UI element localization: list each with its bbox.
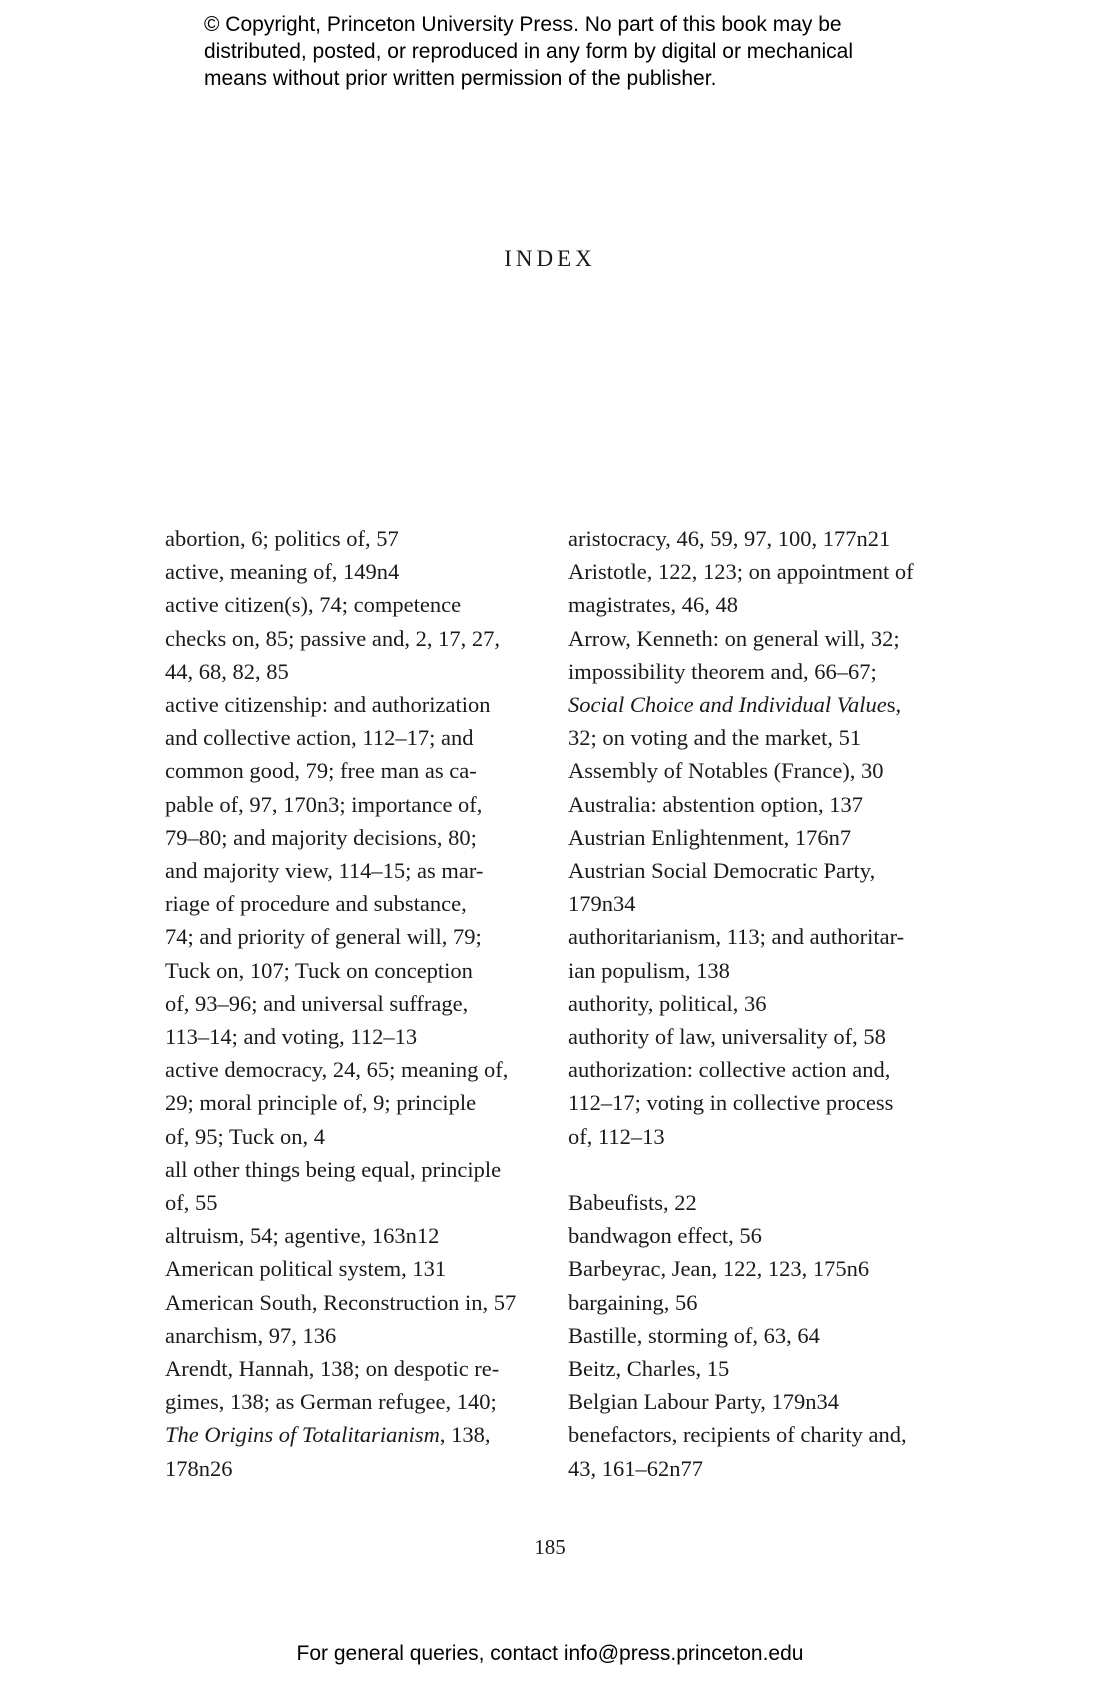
entry-line: active democracy, 24, 65; meaning of, [165, 1057, 509, 1083]
index-entry [568, 622, 948, 755]
index-entry [568, 987, 948, 1020]
entry-line: riage of procedure and substance, [165, 891, 467, 917]
entry-line: aristocracy, 46, 59, 97, 100, 177n21 [568, 526, 891, 551]
index-entry [568, 522, 948, 555]
copyright-notice [204, 11, 964, 92]
index-entry [165, 1153, 540, 1219]
entry-line: Aristotle, 122, 123; on appointment of [568, 559, 914, 585]
index-entry [165, 1286, 540, 1319]
entry-line: altruism, 54; agentive, 163n12 [165, 1223, 440, 1249]
index-entry [568, 1252, 948, 1285]
index-entry [568, 854, 948, 920]
entry-line: impossibility theorem and, 66–67; [568, 658, 877, 684]
entry-line: pable of, 97, 170n3; importance of, [165, 791, 483, 817]
index-entry [165, 522, 540, 555]
entry-line: all other things being equal, principle [165, 1156, 502, 1182]
entry-line: Beitz, Charles, 15 [568, 1356, 730, 1382]
book-title: Social Choice and Individual Value [568, 692, 887, 718]
index-entry [165, 1219, 540, 1252]
entry-line: magistrates, 46, 48 [568, 592, 738, 618]
section-gap [568, 1153, 948, 1186]
entry-line: active citizenship: and authorization [165, 692, 491, 718]
page-title: INDEX [504, 246, 596, 271]
page-number: 185 [534, 1535, 566, 1559]
entry-line: Barbeyrac, Jean, 122, 123, 175n6 [568, 1256, 870, 1282]
index-entry [165, 688, 540, 1053]
entry-line: Australia: abstention option, 137 [568, 791, 863, 817]
copyright-line: distributed, posted, or reproduced in any form by digital or mechanical [204, 40, 854, 63]
entry-line: of, 93–96; and universal suffrage, [165, 990, 469, 1016]
entry-text: s, [886, 692, 902, 718]
index-entry [165, 555, 540, 588]
entry-line [568, 688, 948, 721]
entry-line: 112–17; voting in collective process [568, 1090, 894, 1116]
entry-line: bargaining, 56 [568, 1289, 698, 1315]
index-entry [568, 1319, 948, 1352]
index-entry [165, 1352, 540, 1485]
entry-line: Bastille, storming of, 63, 64 [568, 1322, 820, 1348]
entry-line: Tuck on, 107; Tuck on conception [165, 957, 473, 983]
entry-line: authorization: collective action and, [568, 1057, 891, 1083]
index-entry [165, 588, 540, 688]
entry-line: 178n26 [165, 1455, 233, 1481]
entry-text: , 138, [439, 1422, 491, 1448]
index-entry [568, 754, 948, 787]
entry-line: Arendt, Hannah, 138; on despotic re- [165, 1356, 500, 1382]
entry-line: anarchism, 97, 136 [165, 1322, 337, 1348]
index-entry [568, 920, 948, 986]
index-entry [568, 1352, 948, 1385]
entry-line: American political system, 131 [165, 1256, 447, 1282]
entry-line: authoritarianism, 113; and authoritar- [568, 924, 905, 950]
index-entry [568, 1053, 948, 1153]
entry-line: 113–14; and voting, 112–13 [165, 1024, 418, 1050]
index-entry [568, 1020, 948, 1053]
entry-line: 74; and priority of general will, 79; [165, 924, 482, 950]
entry-line: active citizen(s), 74; competence [165, 592, 462, 618]
entry-line: 43, 161–62n77 [568, 1455, 703, 1481]
index-entry [568, 1286, 948, 1319]
entry-line: gimes, 138; as German refugee, 140; [165, 1389, 497, 1415]
entry-line: Assembly of Notables (France), 30 [568, 758, 884, 784]
entry-line: bandwagon effect, 56 [568, 1223, 762, 1249]
index-entry [568, 1385, 948, 1418]
copyright-line: © Copyright, Princeton University Press. No part of this book may be [204, 13, 842, 36]
entry-line: 29; moral principle of, 9; principle [165, 1090, 477, 1116]
entry-line: Austrian Social Democratic Party, [568, 858, 876, 884]
index-entry [568, 1418, 948, 1484]
entry-line: Belgian Labour Party, 179n34 [568, 1389, 839, 1415]
entry-line: of, 55 [165, 1190, 218, 1216]
entry-line: abortion, 6; politics of, 57 [165, 526, 399, 551]
entry-line: 44, 68, 82, 85 [165, 658, 289, 684]
index-entry [568, 788, 948, 821]
entry-line: of, 112–13 [568, 1123, 665, 1149]
index-entry [165, 1053, 540, 1153]
entry-line: authority of law, universality of, 58 [568, 1024, 886, 1050]
entry-line [165, 1418, 540, 1451]
entry-line: and majority view, 114–15; as mar- [165, 858, 484, 884]
index-entry [165, 1252, 540, 1285]
entry-line: 79–80; and majority decisions, 80; [165, 824, 477, 850]
entry-line: active, meaning of, 149n4 [165, 559, 400, 585]
copyright-line: means without prior written permission of the publisher. [204, 67, 717, 90]
index-entry [568, 555, 948, 621]
index-entry [568, 1186, 948, 1219]
entry-line: benefactors, recipients of charity and, [568, 1422, 907, 1448]
entry-line: of, 95; Tuck on, 4 [165, 1123, 326, 1149]
entry-line: checks on, 85; passive and, 2, 17, 27, [165, 625, 500, 651]
index-entry [568, 1219, 948, 1252]
entry-line: American South, Reconstruction in, 57 [165, 1289, 517, 1315]
index-column-left [165, 522, 540, 1485]
entry-line: common good, 79; free man as ca- [165, 758, 477, 784]
book-title: The Origins of Totalitarianism [165, 1422, 440, 1448]
entry-line: ian populism, 138 [568, 957, 730, 983]
entry-line: 179n34 [568, 891, 636, 917]
index-column-right [568, 522, 948, 1485]
entry-line: Babeufists, 22 [568, 1190, 697, 1216]
index-entry [568, 821, 948, 854]
footer-contact: For general queries, contact info@press.princeton.edu [296, 1642, 804, 1665]
entry-line: authority, political, 36 [568, 990, 767, 1016]
entry-line: and collective action, 112–17; and [165, 725, 474, 751]
entry-line: Austrian Enlightenment, 176n7 [568, 824, 852, 850]
entry-line: Arrow, Kenneth: on general will, 32; [568, 625, 900, 651]
entry-line: 32; on voting and the market, 51 [568, 725, 862, 751]
index-entry [165, 1319, 540, 1352]
